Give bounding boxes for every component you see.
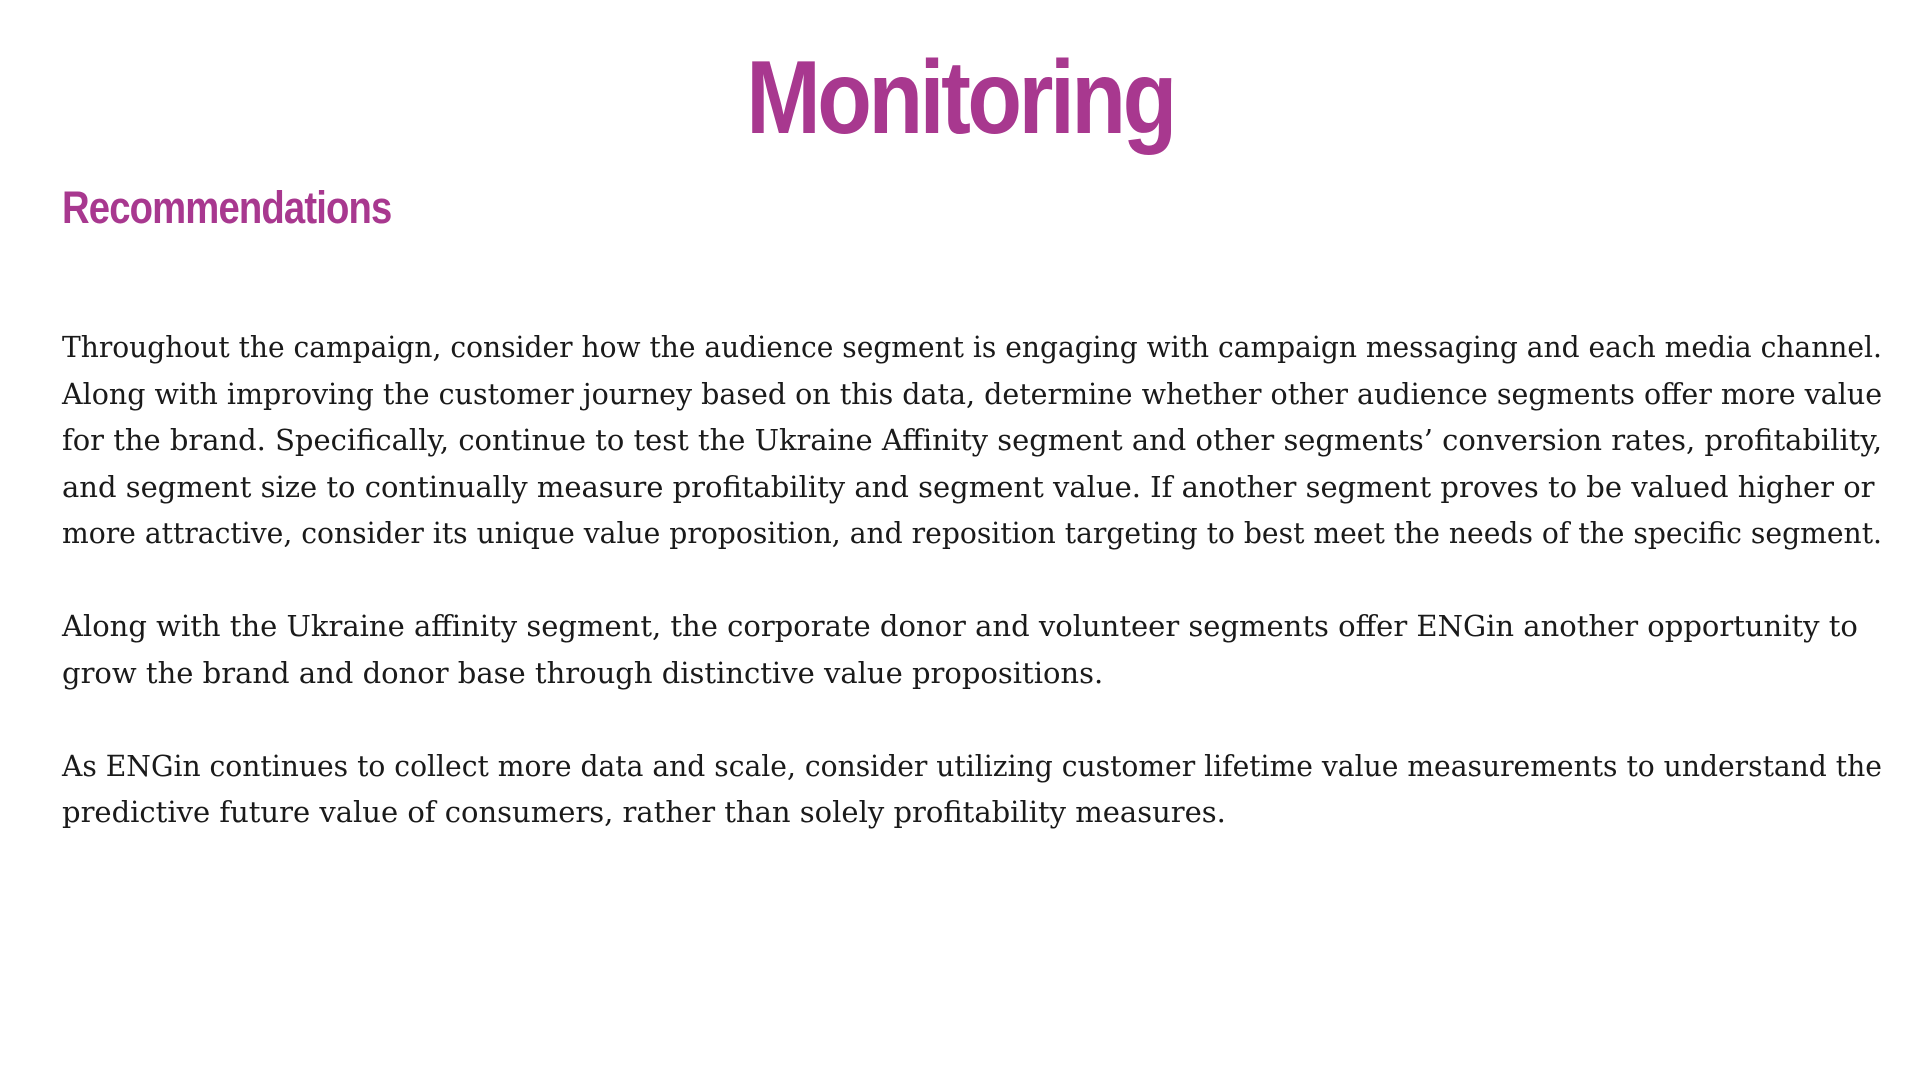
paragraph [62,743,1882,836]
text-line: Along with the Ukraine affinity segment, the corporate donor and volunteer segments offer ENGin another opportunity to [62,609,1858,643]
text-line: predictive future value of consumers, rather than solely profitability measures. [62,795,1226,829]
body-text [62,324,1882,882]
page-title: Monitoring [746,40,1174,156]
text-line: more attractive, consider its unique value proposition, and reposition targeting to best meet the needs of the specific segment. [62,516,1882,550]
paragraph [62,603,1882,696]
text-line: Throughout the campaign, consider how the audience segment is engaging with campaign messaging and each media channel. [62,330,1882,364]
text-line: grow the brand and donor base through distinctive value propositions. [62,655,1104,690]
text-line: As ENGin continues to collect more data and scale, consider utilizing customer lifetime value measurements to understand the [62,748,1882,783]
text-line: for the brand. Specifically, continue to test the Ukraine Affinity segment and other segments’ conversion rates, profitability, [62,423,1883,457]
section-heading: Recommendations [62,182,392,233]
text-line: Along with improving the customer journey based on this data, determine whether other audience segments offer more value [62,376,1883,411]
paragraph [62,324,1882,557]
text-line: and segment size to continually measure profitability and segment value. If another segment proves to be valued higher or [62,469,1875,504]
